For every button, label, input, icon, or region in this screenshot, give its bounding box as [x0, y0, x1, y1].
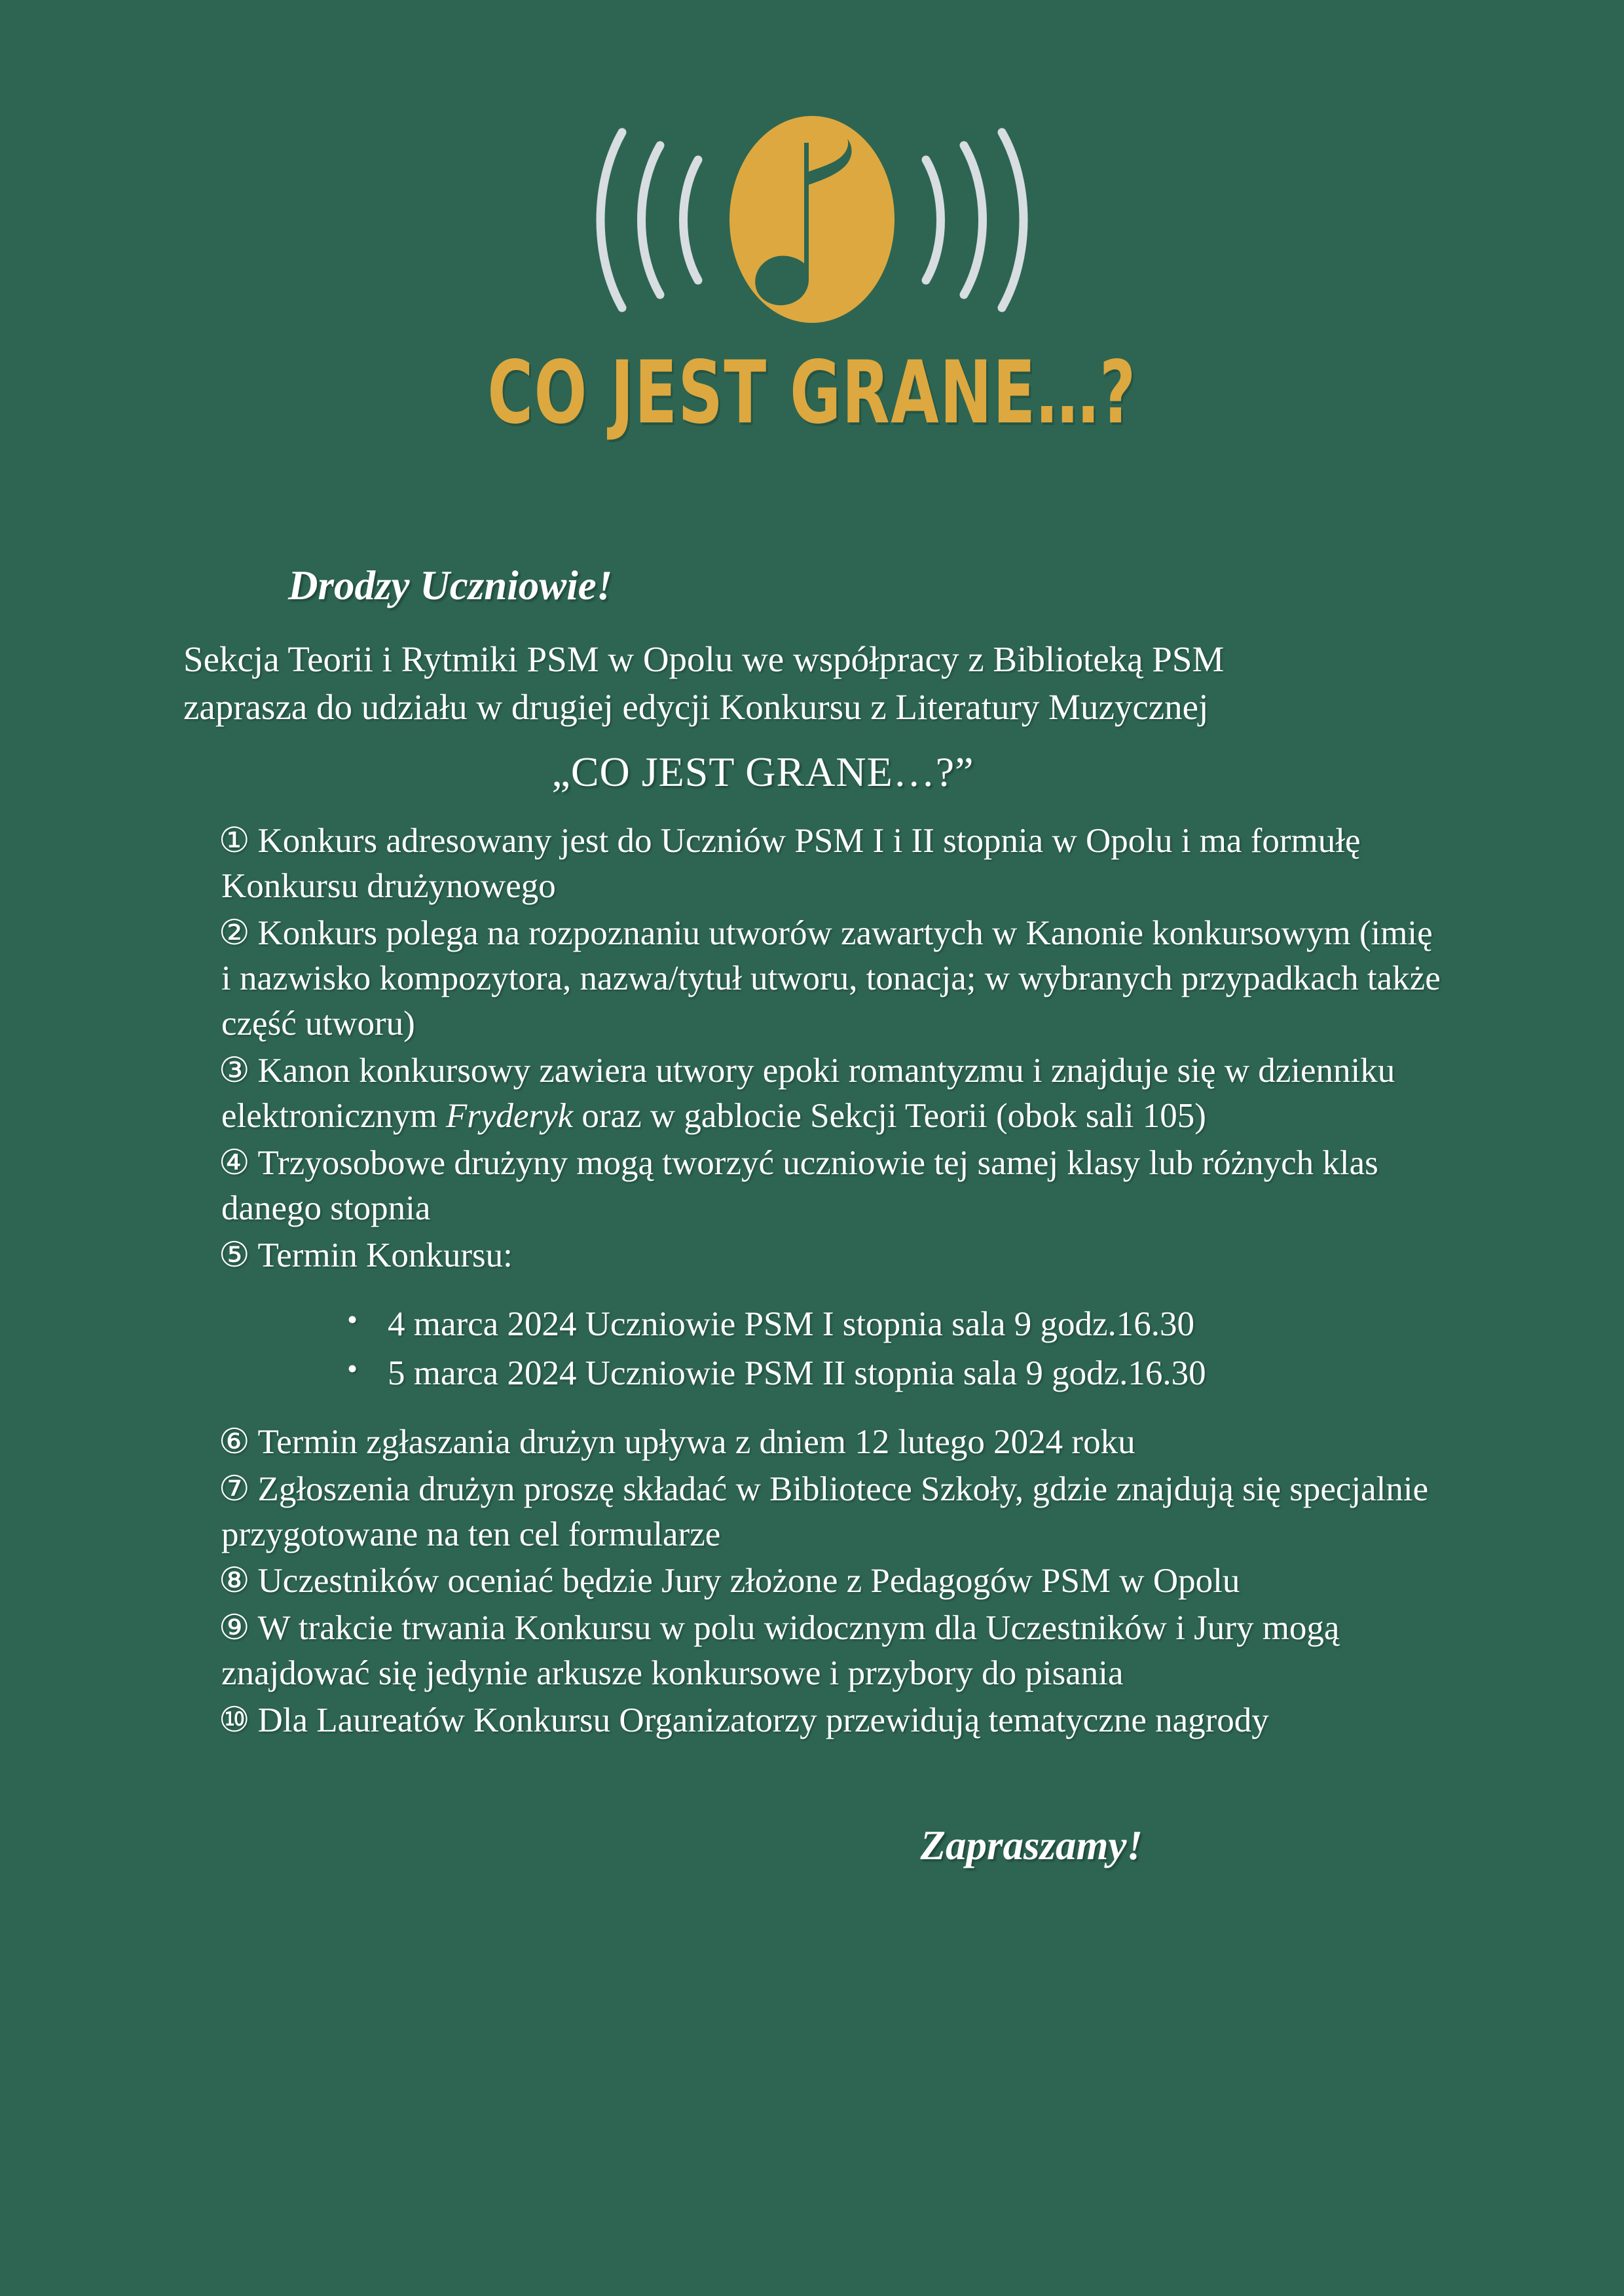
note-oval	[729, 116, 895, 323]
rule-text: Uczestników oceniać będzie Jury złożone z Pedagogów PSM w Opolu	[257, 1562, 1240, 1601]
rule-text: W trakcie trwania Konkursu w polu widocznym dla Uczestników i Jury mogą znajdować się jedynie arkusze konkursowe i przybory do pisania	[221, 1609, 1340, 1693]
rules-list-part-2	[183, 1420, 1441, 1743]
rule-text: Termin Konkursu:	[257, 1236, 513, 1274]
rule-number: ⑥	[219, 1422, 250, 1461]
rule-text-before: Kanon konkursowy zawiera utwory epoki romantyzmu i znajduje się w dzienniku elektronicznym	[221, 1051, 1395, 1135]
rule-number: ⑨	[219, 1609, 250, 1648]
rule-item	[221, 911, 1441, 1046]
rule-number: ③	[219, 1051, 250, 1090]
rule-item	[221, 1559, 1441, 1604]
salutation: Drodzy Uczniowie!	[288, 563, 613, 608]
rule-item	[221, 1048, 1441, 1139]
contest-dates-list	[183, 1300, 1441, 1397]
rules-list-part-1	[183, 819, 1441, 1278]
rule-text: Trzyosobowe drużyny mogą tworzyć uczniowie tej samej klasy lub różnych klas danego stopnia	[221, 1143, 1378, 1227]
sound-wave-arcs-right	[926, 132, 1024, 308]
rule-number: ⑤	[219, 1236, 250, 1274]
rule-item	[221, 1420, 1441, 1465]
rule-number: ①	[219, 822, 250, 861]
closing-invitation: Zapraszamy!	[920, 1823, 1143, 1868]
rule-text-after: oraz w gablocie Sekcji Teorii (obok sali 105)	[573, 1096, 1206, 1135]
logo-block	[0, 111, 1624, 504]
logo-svg	[583, 111, 1041, 327]
rule-number: ⑦	[219, 1470, 250, 1508]
rule-text: Konkurs polega na rozpoznaniu utworów zawartych w Kanonie konkursowym (imię i nazwisko kompozytora, nazwa/tytuł utworu, tonacja; w wybranych przypadkach także część utworu)	[221, 914, 1441, 1043]
date-item: • 4 marca 2024 Uczniowie PSM I stopnia sala 9 godz.16.30	[347, 1300, 1441, 1348]
sound-wave-arcs-left	[600, 132, 698, 308]
rule-item	[221, 1467, 1441, 1557]
logo-wordmark: CO JEST GRANE…?	[487, 343, 1137, 443]
poster-content	[0, 563, 1624, 1870]
rule-item	[221, 819, 1441, 909]
rule-text: Konkurs adresowany jest do Uczniów PSM I i II stopnia w Opolu i ma formułę Konkursu drużynowego	[221, 822, 1361, 906]
rule-text: Termin zgłaszania drużyn upływa z dniem 12 lutego 2024 roku	[257, 1422, 1135, 1461]
rule-item	[221, 1606, 1441, 1696]
rule-text: Zgłoszenia drużyn proszę składać w Bibliotece Szkoły, gdzie znajdują się specjalnie przygotowane na ten cel formularze	[221, 1470, 1429, 1553]
music-note-sound-waves-logo	[583, 111, 1041, 327]
rule-text-italic: Fryderyk	[445, 1096, 574, 1135]
rule-number: ⑩	[219, 1701, 250, 1740]
intro-paragraph	[183, 636, 1441, 731]
rule-number: ⑧	[219, 1562, 250, 1601]
rule-item	[221, 1141, 1441, 1231]
rule-item	[221, 1698, 1441, 1743]
contest-title: „CO JEST GRANE…?”	[551, 749, 974, 796]
rule-number: ④	[219, 1143, 250, 1182]
rule-number: ②	[219, 914, 250, 953]
rule-text: Dla Laureatów Konkursu Organizatorzy przewidują tematyczne nagrody	[257, 1701, 1269, 1740]
date-item: • 5 marca 2024 Uczniowie PSM II stopnia sala 9 godz.16.30	[347, 1349, 1441, 1398]
intro-line-2: zaprasza do udziału w drugiej edycji Konkursu z Literatury Muzycznej	[183, 686, 1209, 727]
rule-item	[221, 1233, 1441, 1278]
intro-line-1: Sekcja Teorii i Rytmiki PSM w Opolu we współpracy z Biblioteką PSM	[183, 639, 1225, 680]
